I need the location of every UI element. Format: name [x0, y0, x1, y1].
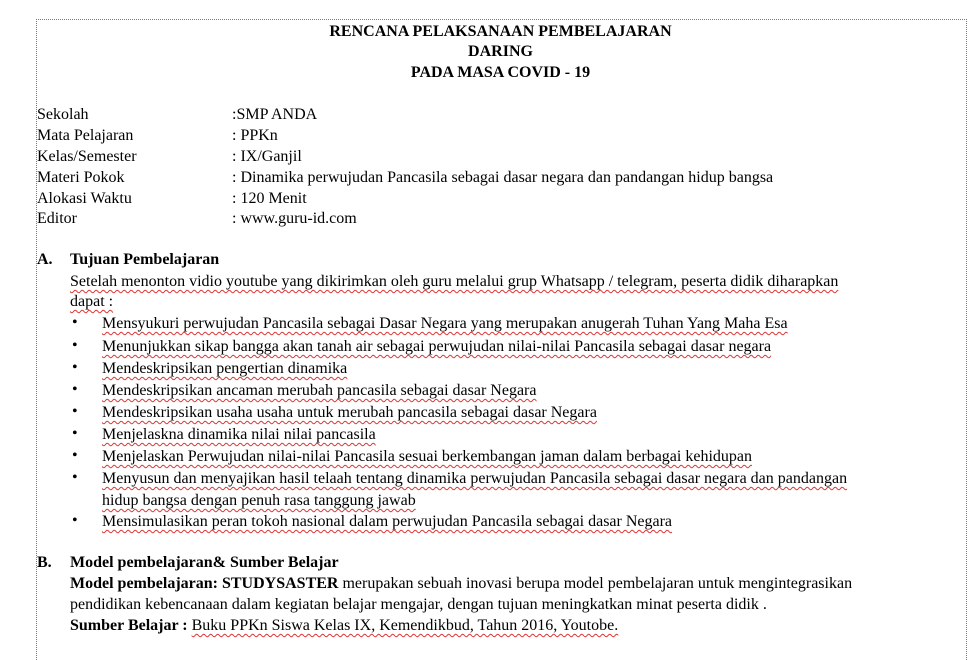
list-item: Menunjukkan sikap bangga akan tanah air sebagai perwujudan nilai-nilai Pancasila sebagai dasar negara	[102, 338, 772, 355]
bullet-icon: •	[72, 469, 78, 486]
section-b-title: Model pembelajaran& Sumber Belajar	[70, 554, 339, 571]
model-desc: merupakan sebuah inovasi berupa model pembelajaran untuk mengintegrasikan	[338, 575, 853, 592]
doc-title-line2: DARING	[468, 43, 533, 60]
section-a-title: Tujuan Pembelajaran	[70, 251, 220, 268]
info-value: : www.guru-id.com	[232, 210, 357, 227]
info-label: Sekolah	[37, 106, 89, 123]
info-value: : 120 Menit	[232, 190, 307, 207]
doc-title-line1: RENCANA PELAKSANAAN PEMBELAJARAN	[329, 23, 672, 40]
bullet-icon: •	[72, 314, 78, 331]
list-item: Menjelaskna dinamika nilai nilai pancasila	[102, 426, 376, 443]
section-a-intro-line1: Setelah menonton vidio youtube yang dikirimkan oleh guru melalui grup Whatsapp / telegram, peserta didik diharapkan	[70, 273, 839, 290]
list-item: Menyusun dan menyajikan hasil telaah tentang dinamika perwujudan Pancasila sebagai dasar negara dan pandangan	[102, 470, 848, 487]
info-label: Mata Pelajaran	[37, 127, 134, 144]
source-label: Sumber Belajar	[70, 617, 179, 634]
info-value: : PPKn	[232, 127, 278, 144]
bullet-icon: •	[72, 403, 78, 420]
model-line	[70, 574, 852, 594]
list-item: Mendeskripsikan usaha usaha untuk merubah pancasila sebagai dasar Negara	[102, 404, 597, 421]
source-colon: :	[178, 617, 192, 634]
list-item: Mensyukuri perwujudan Pancasila sebagai Dasar Negara yang merupakan anugerah Tuhan Yang Maha Esa	[102, 315, 788, 332]
bullet-icon: •	[72, 337, 78, 354]
list-item: Mendeskripsikan pengertian dinamika	[102, 360, 348, 377]
list-item: Menjelaskan Perwujudan nilai-nilai Pancasila sesuai berkembangan jaman dalam berbagai kehidupan	[102, 448, 752, 465]
list-item: Mensimulasikan peran tokoh nasional dalam perwujudan Pancasila sebagai dasar Negara	[102, 513, 673, 530]
bullet-icon: •	[72, 359, 78, 376]
list-item-continuation: hidup bangsa dengan penuh rasa tanggung jawab	[102, 492, 416, 509]
section-a-intro-line2: dapat :	[70, 293, 114, 310]
model-label: Model pembelajaran:	[70, 575, 218, 592]
section-a-letter: A.	[37, 251, 53, 268]
info-label: Editor	[37, 210, 77, 227]
info-label: Alokasi Waktu	[37, 190, 132, 207]
list-item: Mendeskripsikan ancaman merubah pancasila sebagai dasar Negara	[102, 382, 537, 399]
source-value: Buku PPKn Siswa Kelas IX, Kemendikbud, Tahun 2016, Youtobe.	[191, 617, 619, 634]
info-label: Kelas/Semester	[37, 148, 137, 165]
bullet-icon: •	[72, 425, 78, 442]
bullet-icon: •	[72, 512, 78, 529]
info-label: Materi Pokok	[37, 169, 125, 186]
model-name: STUDYSASTER	[221, 575, 339, 592]
bullet-icon: •	[72, 381, 78, 398]
section-b-letter: B.	[37, 554, 52, 571]
bullet-icon: •	[72, 447, 78, 464]
info-value: : IX/Ganjil	[232, 148, 302, 165]
info-value: :SMP ANDA	[232, 106, 318, 123]
doc-title-line3: PADA MASA COVID - 19	[410, 64, 591, 81]
source-line	[70, 616, 618, 636]
model-desc-line2: pendidikan kebencanaan dalam kegiatan belajar mengajar, dengan tujuan meningkatkan minat peserta didik .	[70, 596, 767, 613]
info-value: : Dinamika perwujudan Pancasila sebagai dasar negara dan pandangan hidup bangsa	[232, 169, 774, 186]
